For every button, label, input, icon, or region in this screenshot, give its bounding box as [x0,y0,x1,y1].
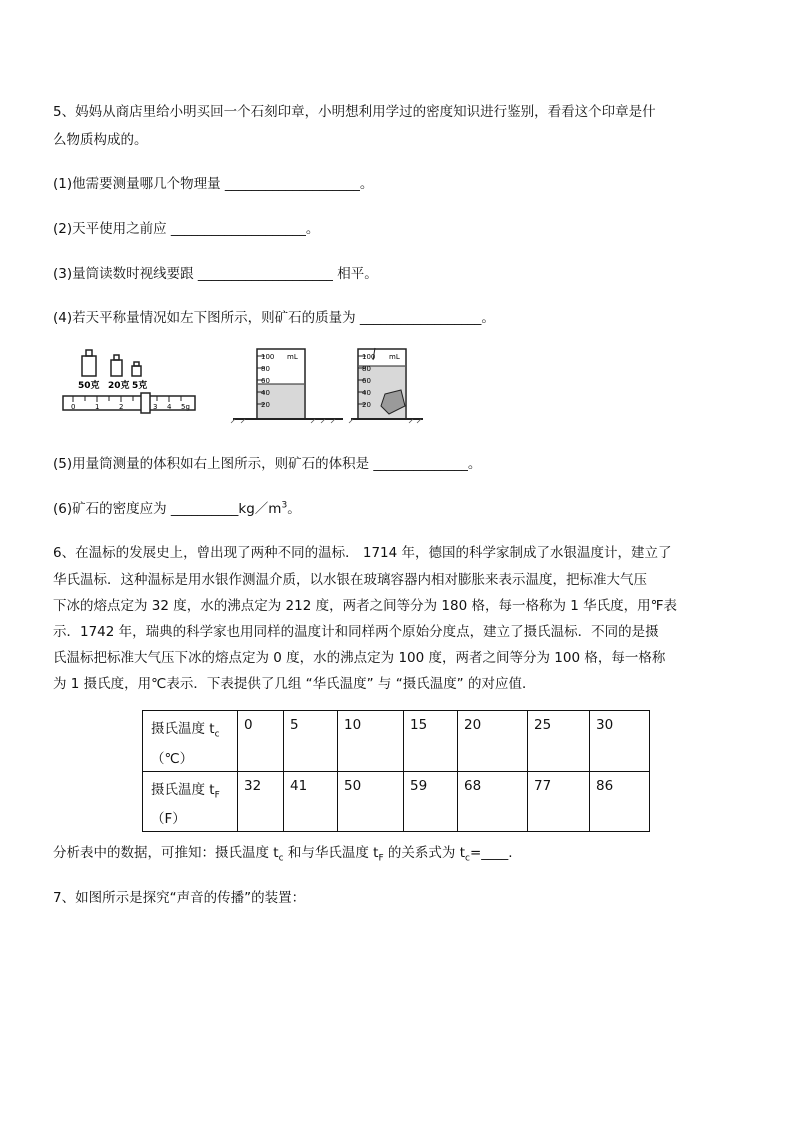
measuring-cylinder-water [231,349,343,423]
balance-ruler [63,393,195,413]
ruler-tick-0: 0 [71,403,76,411]
table-cell: 25 [528,711,590,772]
q5-figure [53,344,433,424]
table-cell: 68 [458,771,528,832]
q6-analysis-answer-blank: =____. [469,845,513,861]
q6-line1: 6、在温标的发展史上，曾出现了两种不同的温标． 1714 年，德国的科学家制成了水银温度计，建立了 [53,545,672,561]
weight-label-50: 50克 [78,381,100,391]
weight-20g-icon [111,355,122,376]
table-cell: 5 [284,711,338,772]
table-cell: 20 [458,711,528,772]
cyl2-mark-100: 100 [362,353,376,361]
q5-part1: (1)他需要测量哪几个物理量 ____________________。 [53,176,374,192]
table-cell: 0 [238,711,284,772]
rider [141,393,150,413]
q6-analysis-sub1: c [278,853,284,864]
temperature-table [142,710,650,832]
q5-part3-suffix: 相平。 [337,266,378,282]
table-cell: 41 [284,771,338,832]
row1-header-unit: （℃） [151,750,194,767]
q6-analysis-part-c: 的关系式为 t [383,845,466,861]
table-row-celsius [143,711,650,772]
q5-intro-line2: 么物质构成的。 [53,132,148,148]
q6-line3: 下冰的熔点定为 32 度，水的沸点定为 212 度，两者之间等分为 180 格，每一格称为 1 华氏度，用℉表 [53,598,677,614]
row1-header-sub: c [214,729,220,740]
q5-part6-end: 。 [287,501,301,517]
table-cell: 15 [404,711,458,772]
table-cell: 77 [528,771,590,832]
weight-label-5: 5克 [132,381,148,391]
q6-line6: 为 1 摄氏度，用℃表示．下表提供了几组 “华氏温度” 与 “摄氏温度” 的对应值． [53,676,536,692]
ruler-tick-3: 3 [153,403,158,411]
q5-part2: (2)天平使用之前应 ____________________。 [53,221,320,237]
cyl1-mark-100: 100 [261,353,275,361]
cyl1-mark-20: 20 [261,401,270,409]
cyl2-mark-40: 40 [362,389,371,397]
ruler-tick-4: 4 [167,403,172,411]
ruler-tick-5: 5g [181,403,190,411]
cyl2-unit: mL [389,353,400,361]
q6-analysis-part-a: 分析表中的数据，可推知：摄氏温度 t [53,845,279,861]
q5-part5: (5)用量筒测量的体积如右上图所示，则矿石的体积是 ______________。 [53,456,482,472]
table-cell: 86 [590,771,650,832]
q6-line5: 氏温标把标准大气压下冰的熔点定为 0 度，水的沸点定为 100 度，两者之间等分为 100 格，每一格称 [53,650,666,666]
cyl1-unit: mL [287,353,298,361]
table-row-fahrenheit [143,771,650,832]
cyl1-mark-40: 40 [261,389,270,397]
table-cell: 50 [338,771,404,832]
table-cell: 30 [590,711,650,772]
q6-line4: 示．1742 年，瑞典的科学家也用同样的温度计和同样两个原始分度点，建立了摄氏温标．不同的是摄 [53,624,659,640]
q7-line1: 7、如图所示是探究“声音的传播”的装置： [53,890,306,906]
cyl1-mark-80: 80 [261,365,270,373]
q5-part6 [53,497,301,517]
q5-part6-text: (6)矿石的密度应为 __________kg／m [53,501,282,517]
q5-part6-exponent: 3 [281,500,288,511]
row2-header-text: 摄氏温度 t [151,781,215,798]
q5-intro-line1: 5、妈妈从商店里给小明买回一个石刻印章，小明想利用学过的密度知识进行鉴别，看看这个印章是什 [53,104,656,120]
cyl2-mark-20: 20 [362,401,371,409]
table-cell: 59 [404,771,458,832]
cyl2-mark-80: 80 [362,365,371,373]
row1-header [143,711,238,772]
ruler-tick-1: 1 [95,403,100,411]
row1-header-text: 摄氏温度 t [151,721,215,737]
ruler-tick-2: 2 [119,403,124,411]
weight-label-20: 20克 [108,381,130,391]
row2-header-unit: （F） [151,811,186,828]
q5-part3-text: (3)量筒读数时视线要跟 ____________________ [53,266,333,282]
q5-part4: (4)若天平称量情况如左下图所示，则矿石的质量为 __________________。 [53,310,495,326]
cyl1-mark-60: 60 [261,377,270,385]
weight-5g-icon [132,362,141,376]
row2-header [143,771,238,832]
q6-line2: 华氏温标．这种温标是用水银作测温介质，以水银在玻璃容器内相对膨胀来表示温度，把标准大气压 [53,572,647,588]
q6-analysis-sub2: F [378,853,384,864]
measuring-cylinder-with-ore [349,348,423,423]
q6-analysis [53,841,513,864]
q5-part3 [53,262,378,282]
table-cell: 10 [338,711,404,772]
q6-analysis-sub3: c [465,853,470,864]
row2-header-sub: F [214,790,220,801]
q6-analysis-part-b: 和与华氏温度 t [283,845,379,861]
weight-50g-icon [82,350,96,376]
table-cell: 32 [238,771,284,832]
cyl2-mark-60: 60 [362,377,371,385]
